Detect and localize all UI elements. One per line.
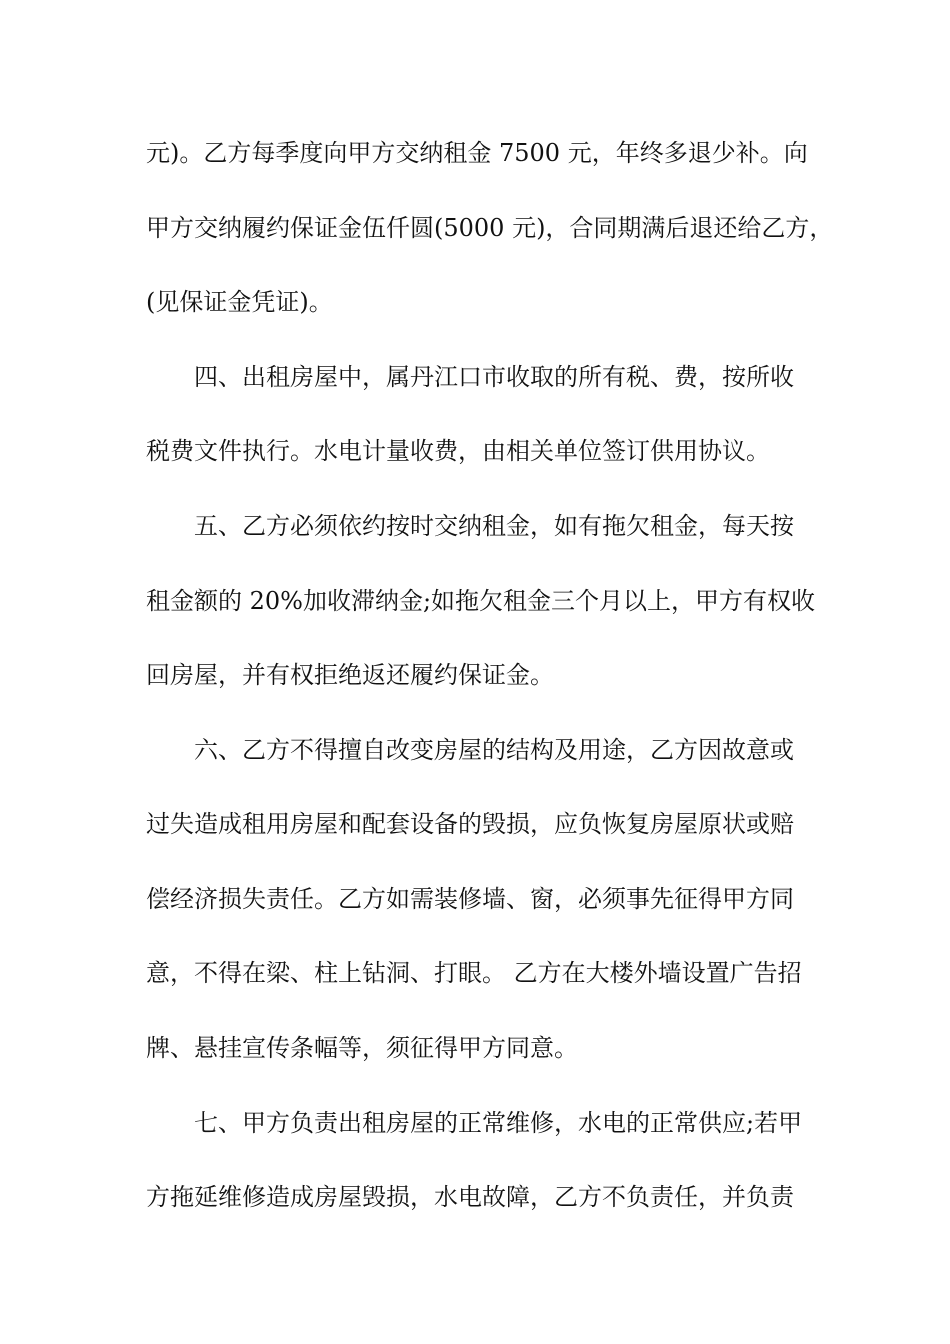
text-line: 偿经济损失责任。乙方如需装修墙、窗，必须事先征得甲方同 bbox=[146, 885, 794, 913]
text-line: 五、乙方必须依约按时交纳租金，如有拖欠租金，每天按 bbox=[146, 512, 794, 540]
text-line: 六、乙方不得擅自改变房屋的结构及用途，乙方因故意或 bbox=[146, 736, 794, 764]
text-line: 元)。乙方每季度向甲方交纳租金 7500 元，年终多退少补。向 bbox=[146, 139, 808, 167]
text-line: 税费文件执行。水电计量收费，由相关单位签订供用协议。 bbox=[146, 437, 770, 465]
text-line: 牌、悬挂宣传条幅等，须征得甲方同意。 bbox=[146, 1034, 578, 1062]
text-line: 四、出租房屋中，属丹江口市收取的所有税、费，按所收 bbox=[146, 363, 794, 391]
text-line: 意，不得在梁、柱上钻洞、打眼。 乙方在大楼外墙设置广告招 bbox=[146, 959, 802, 987]
text-line: 方拖延维修造成房屋毁损，水电故障，乙方不负责任，并负责 bbox=[146, 1183, 794, 1211]
text-line: 回房屋，并有权拒绝返还履约保证金。 bbox=[146, 661, 554, 689]
text-line: (见保证金凭证)。 bbox=[146, 288, 333, 316]
text-line: 过失造成租用房屋和配套设备的毁损，应负恢复房屋原状或赔 bbox=[146, 810, 794, 838]
text-line: 甲方交纳履约保证金伍仟圆(5000 元)，合同期满后退还给乙方， bbox=[146, 214, 834, 242]
text-line: 七、甲方负责出租房屋的正常维修，水电的正常供应;若甲 bbox=[146, 1109, 803, 1137]
text-line: 租金额的 20%加收滞纳金;如拖欠租金三个月以上，甲方有权收 bbox=[146, 587, 816, 615]
